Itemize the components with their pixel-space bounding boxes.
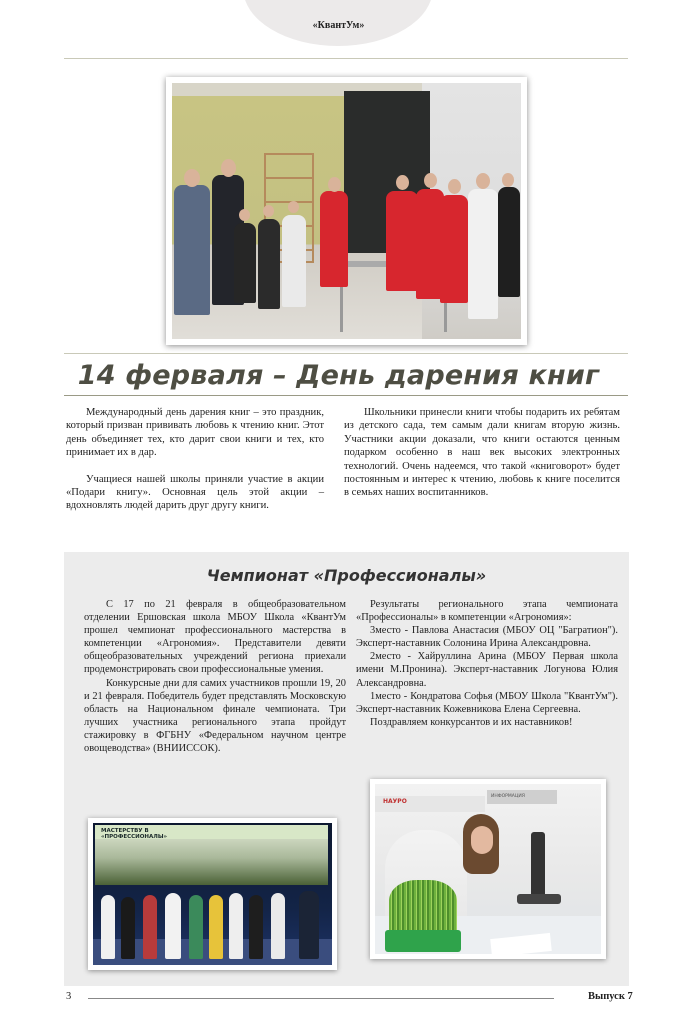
result-second-place: 2место - Хайруллина Арина (МБОУ Первая школа имени М.Пронина). Эксперт-наставник Логунова Юлия Александровна. — [356, 651, 618, 689]
article-paragraph: Школьники принесли книги чтобы подарить их ребятам из детского сада, тем самым дали книгам вторую жизнь. Участники акции доказали, что книги остаются ценным подарком особенно в наш век высоких электронных технологий. Очень надеемся, что такой «книговорот» будет постоянным и интерес к чтению, любовь к книге поселится в семьях наших воспитанников. — [344, 407, 620, 499]
newspaper-brand: «КвантУм» — [312, 20, 365, 31]
championship-stage-photo — [88, 818, 337, 970]
person-figure — [234, 223, 256, 303]
person-figure — [121, 897, 135, 959]
stage-photo-scene — [93, 823, 332, 965]
championship-paragraph: С 17 по 21 февраля в общеобразовательном отделении Ершовская школа МБОУ Школа «КвантУм прошел чемпионат профессионального мастерства в компетенции «Агрономия». Представители девяти общеобразовательных учреждений региона приехали продемонстрировать свои профессиональные умения. — [84, 599, 346, 676]
footer-divider — [88, 998, 554, 999]
title-underline — [64, 395, 628, 396]
article-paragraph: Международный день дарения книг – это праздник, который призван прививать любовь к чтению книг. Этот день объединяет тех, кто дарит свои книги и тех, кто принимает их в дар. — [66, 407, 324, 459]
person-figure — [174, 185, 210, 315]
article-right-column — [344, 406, 620, 500]
championship-paragraph: Конкурсные дни для самих участников прошли 19, 20 и 21 февраля. Победитель будет представлять Московскую область на Национальном финале чемпионата. Три лучших участника регионального этапа пройдут стажировку в ФГБНУ «Федеральном научном центре овощеводства» (ВНИИССОК). — [84, 677, 346, 755]
article-title: 14 ферваля – День дарения книг — [77, 360, 600, 391]
article-left-column — [66, 406, 324, 513]
championship-title: Чемпионат «Профессионалы» — [206, 566, 487, 585]
person-figure — [189, 895, 203, 959]
agronomy-lab-photo — [370, 779, 606, 959]
wheatgrass — [389, 880, 457, 932]
person-figure — [271, 893, 285, 959]
seedling-tray — [385, 930, 461, 952]
results-intro: Результаты регионального этапа чемпионата «Профессионалы» в компетенции «Агрономия»: — [356, 599, 618, 624]
person-figure — [386, 191, 418, 291]
lab-logo: НАУРО — [383, 798, 407, 805]
congratulations: Поздравляем конкурсантов и их наставников! — [370, 716, 573, 728]
person-figure — [320, 191, 348, 287]
page-number: 3 — [66, 991, 72, 1002]
person-figure — [101, 895, 115, 959]
person-figure — [440, 195, 468, 303]
person-figure — [143, 895, 157, 959]
person-figure — [498, 187, 520, 297]
championship-left-column — [84, 598, 346, 755]
issue-number: Выпуск 7 — [588, 991, 633, 1002]
top-divider — [64, 58, 628, 59]
lab-photo-scene — [375, 784, 601, 954]
person-figure — [229, 893, 243, 959]
person-figure — [468, 189, 498, 319]
book-day-photo — [166, 77, 527, 345]
screen-caption: МАСТЕРСТВУ В «ПРОФЕССИОНАЛЫ» — [101, 828, 168, 841]
person-figure — [165, 893, 181, 959]
lab-sign: ИНФОРМАЦИЯ — [487, 790, 557, 804]
article-paragraph: Учащиеся нашей школы приняли участие в акции «Подари книгу». Основная цель этой акции – вдохновлять людей дарить друг другу книги. — [66, 473, 324, 512]
championship-right-column — [356, 598, 618, 729]
section-divider — [64, 353, 628, 354]
person-figure — [258, 219, 280, 309]
person-figure — [249, 895, 263, 959]
person-figure — [299, 891, 319, 959]
result-first-place: 1место - Кондратова Софья (МБОУ Школа "КвантУм"). Эксперт-наставник Кожевникова Елена Сергеевна. — [356, 690, 618, 715]
book-day-photo-scene — [172, 83, 521, 339]
person-figure — [282, 215, 306, 307]
stage-screen — [95, 825, 328, 885]
result-third-place: 3место - Павлова Анастасия (МБОУ ОЦ "Багратион"). Эксперт-наставник Солонина Ирина Александровна. — [356, 625, 618, 650]
person-figure — [209, 895, 223, 959]
